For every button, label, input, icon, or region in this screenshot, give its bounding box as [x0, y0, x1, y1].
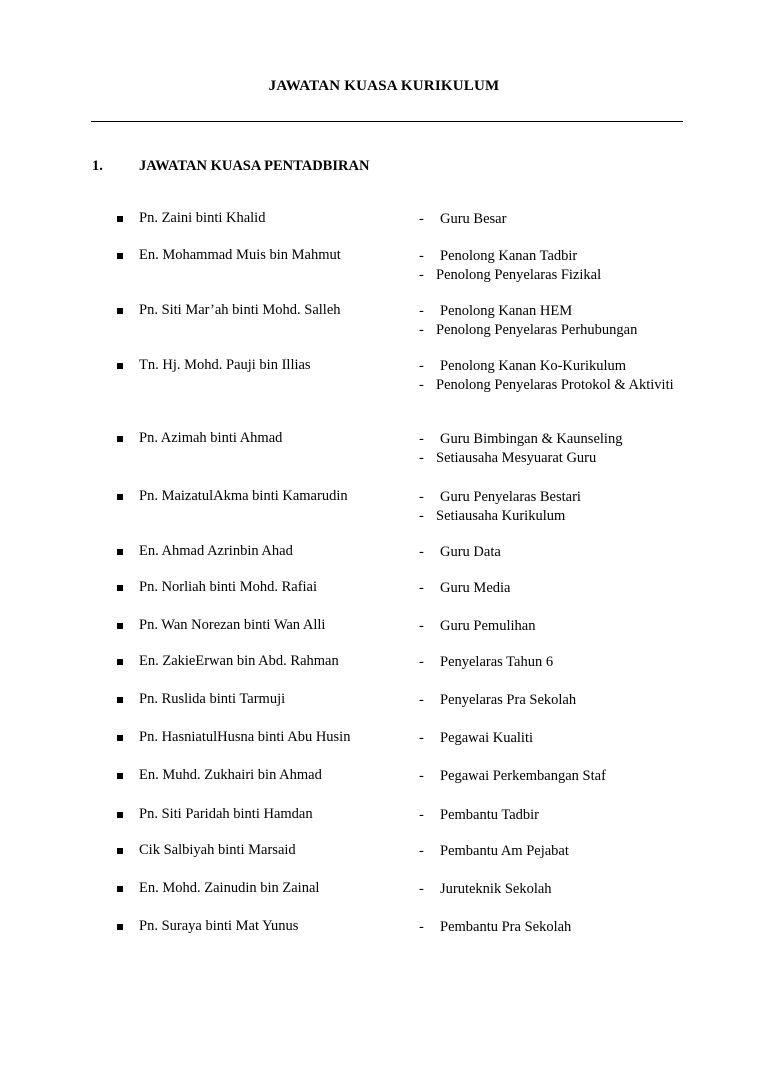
- role-text: Penolong Kanan Ko-Kurikulum: [440, 358, 627, 374]
- role-text: Pembantu Pra Sekolah: [440, 919, 572, 935]
- square-bullet-icon: [117, 549, 123, 555]
- role-text: Setiausaha Kurikulum: [436, 508, 566, 524]
- title-divider: [91, 121, 683, 122]
- dash-marker: -: [419, 489, 424, 505]
- dash-marker: -: [419, 919, 424, 935]
- role-line: [419, 842, 679, 861]
- dash-marker: -: [419, 618, 424, 634]
- dash-marker: -: [419, 730, 424, 746]
- role-text: Guru Data: [440, 544, 501, 560]
- member-name: En. Ahmad Azrinbin Ahad: [139, 543, 293, 559]
- role-line: [419, 430, 679, 449]
- member-roles: [419, 302, 679, 340]
- member-roles: [419, 210, 679, 229]
- square-bullet-icon: [117, 812, 123, 818]
- dash-marker: -: [419, 544, 424, 560]
- member-name: Pn. Siti Paridah binti Hamdan: [139, 806, 313, 822]
- member-name: En. Mohd. Zainudin bin Zainal: [139, 880, 320, 896]
- member-roles: [419, 729, 679, 748]
- dash-marker: -: [419, 431, 424, 447]
- role-line: [419, 376, 679, 395]
- member-roles: [419, 579, 679, 598]
- section-number: 1.: [92, 158, 103, 174]
- square-bullet-icon: [117, 659, 123, 665]
- member-name: Pn. Suraya binti Mat Yunus: [139, 918, 299, 934]
- dash-marker: -: [419, 322, 424, 338]
- square-bullet-icon: [117, 697, 123, 703]
- member-name: Pn. Azimah binti Ahmad: [139, 430, 283, 446]
- member-roles: [419, 767, 679, 786]
- dash-marker: -: [419, 450, 424, 466]
- member-name: En. Muhd. Zukhairi bin Ahmad: [139, 767, 322, 783]
- document-title: JAWATAN KUASA KURIKULUM: [268, 78, 500, 94]
- role-text: Pembantu Am Pejabat: [440, 843, 569, 859]
- role-line: [419, 767, 679, 786]
- dash-marker: -: [419, 303, 424, 319]
- member-roles: [419, 653, 679, 672]
- role-line: [419, 321, 679, 340]
- square-bullet-icon: [117, 886, 123, 892]
- role-text: Penyelaras Pra Sekolah: [440, 692, 577, 708]
- dash-marker: -: [419, 211, 424, 227]
- role-text: Juruteknik Sekolah: [440, 881, 552, 897]
- role-line: [419, 579, 679, 598]
- role-line: [419, 507, 679, 526]
- role-line: [419, 543, 679, 562]
- member-name: Pn. MaizatulAkma binti Kamarudin: [139, 488, 348, 504]
- role-text: Guru Penyelaras Bestari: [440, 489, 581, 505]
- square-bullet-icon: [117, 253, 123, 259]
- dash-marker: -: [419, 654, 424, 670]
- member-name: En. ZakieErwan bin Abd. Rahman: [139, 653, 339, 669]
- member-roles: [419, 880, 679, 899]
- member-roles: [419, 247, 679, 285]
- role-text: Penolong Kanan HEM: [440, 303, 573, 319]
- dash-marker: -: [419, 881, 424, 897]
- dash-marker: -: [419, 807, 424, 823]
- role-text: Pegawai Perkembangan Staf: [440, 768, 606, 784]
- member-roles: [419, 357, 679, 395]
- dash-marker: -: [419, 580, 424, 596]
- role-line: [419, 266, 679, 285]
- square-bullet-icon: [117, 848, 123, 854]
- dash-marker: -: [419, 508, 424, 524]
- dash-marker: -: [419, 768, 424, 784]
- role-line: [419, 302, 679, 321]
- member-name: Tn. Hj. Mohd. Pauji bin Illias: [139, 357, 311, 373]
- member-roles: [419, 543, 679, 562]
- member-name: En. Mohammad Muis bin Mahmut: [139, 247, 341, 263]
- dash-marker: -: [419, 267, 424, 283]
- dash-marker: -: [419, 692, 424, 708]
- square-bullet-icon: [117, 216, 123, 222]
- role-text: Guru Media: [440, 580, 511, 596]
- square-bullet-icon: [117, 735, 123, 741]
- dash-marker: -: [419, 843, 424, 859]
- role-text: Guru Besar: [440, 211, 507, 227]
- role-line: [419, 691, 679, 710]
- role-line: [419, 653, 679, 672]
- role-line: [419, 449, 679, 468]
- member-roles: [419, 691, 679, 710]
- dash-marker: -: [419, 248, 424, 264]
- role-line: [419, 488, 679, 507]
- square-bullet-icon: [117, 773, 123, 779]
- role-line: [419, 918, 679, 937]
- member-name: Pn. Siti Mar’ah binti Mohd. Salleh: [139, 302, 341, 318]
- role-text: Penolong Penyelaras Protokol & Aktiviti: [436, 377, 674, 393]
- role-text: Setiausaha Mesyuarat Guru: [436, 450, 597, 466]
- dash-marker: -: [419, 358, 424, 374]
- member-name: Pn. Ruslida binti Tarmuji: [139, 691, 286, 707]
- member-name: Pn. Norliah binti Mohd. Rafiai: [139, 579, 318, 595]
- square-bullet-icon: [117, 308, 123, 314]
- square-bullet-icon: [117, 585, 123, 591]
- role-line: [419, 806, 679, 825]
- role-line: [419, 617, 679, 636]
- role-text: Pembantu Tadbir: [440, 807, 539, 823]
- role-text: Penyelaras Tahun 6: [440, 654, 554, 670]
- role-line: [419, 210, 679, 229]
- member-roles: [419, 430, 679, 468]
- square-bullet-icon: [117, 436, 123, 442]
- member-name: Pn. HasniatulHusna binti Abu Husin: [139, 729, 351, 745]
- role-line: [419, 247, 679, 266]
- role-text: Pegawai Kualiti: [440, 730, 534, 746]
- member-name: Cik Salbiyah binti Marsaid: [139, 842, 296, 858]
- member-roles: [419, 918, 679, 937]
- role-line: [419, 357, 679, 376]
- role-text: Guru Bimbingan & Kaunseling: [440, 431, 623, 447]
- member-roles: [419, 806, 679, 825]
- member-roles: [419, 617, 679, 636]
- role-text: Penolong Penyelaras Perhubungan: [436, 322, 638, 338]
- square-bullet-icon: [117, 494, 123, 500]
- role-text: Penolong Penyelaras Fizikal: [436, 267, 602, 283]
- role-text: Guru Pemulihan: [440, 618, 536, 634]
- role-text: Penolong Kanan Tadbir: [440, 248, 578, 264]
- section-title: JAWATAN KUASA PENTADBIRAN: [139, 158, 370, 174]
- role-line: [419, 729, 679, 748]
- member-roles: [419, 842, 679, 861]
- member-name: Pn. Wan Norezan binti Wan Alli: [139, 617, 326, 633]
- role-line: [419, 880, 679, 899]
- dash-marker: -: [419, 377, 424, 393]
- member-roles: [419, 488, 679, 526]
- square-bullet-icon: [117, 363, 123, 369]
- member-name: Pn. Zaini binti Khalid: [139, 210, 266, 226]
- square-bullet-icon: [117, 924, 123, 930]
- square-bullet-icon: [117, 623, 123, 629]
